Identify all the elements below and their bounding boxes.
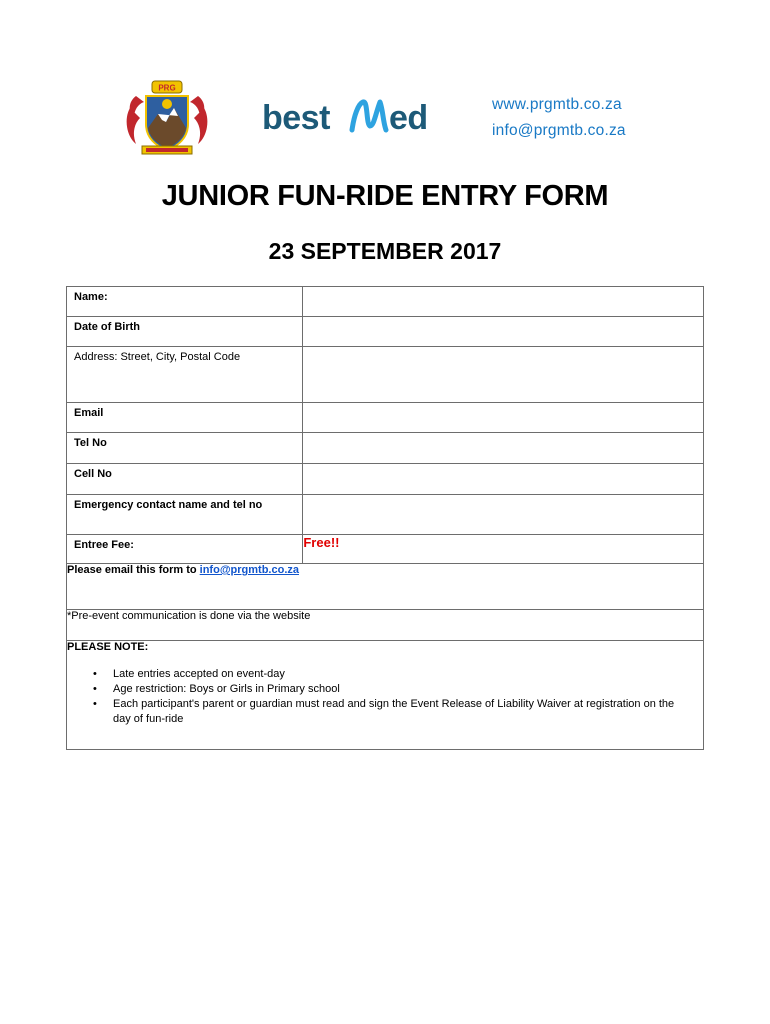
- bestmed-text-left: best: [262, 99, 330, 136]
- field-label-tel: Tel No: [67, 433, 303, 464]
- crest-text: PRG: [158, 83, 176, 93]
- field-input-cell[interactable]: [303, 464, 704, 495]
- field-input-name[interactable]: [303, 287, 704, 317]
- note-text: Age restriction: Boys or Girls in Primary school: [113, 683, 340, 695]
- email-instruction: [67, 564, 704, 610]
- event-date: 23 SEPTEMBER 2017: [268, 238, 502, 264]
- form-row-communication: [67, 610, 704, 641]
- bestmed-text-right: ed: [389, 99, 428, 136]
- communication-note: *Pre-event communication is done via the website: [67, 610, 704, 641]
- field-input-email[interactable]: [303, 403, 704, 433]
- entry-form-table: [66, 286, 704, 750]
- field-label-address: Address: Street, City, Postal Code: [67, 347, 303, 403]
- fee-value: Free!!: [303, 535, 704, 564]
- note-item: [67, 667, 693, 682]
- field-label-fee: Entree Fee:: [67, 535, 303, 564]
- bullet-icon: •: [93, 698, 97, 710]
- form-row-address: [67, 347, 704, 403]
- note-item: [67, 697, 693, 727]
- form-row-tel: [67, 433, 704, 464]
- contact-info: [492, 92, 626, 144]
- notes-list: [67, 667, 703, 727]
- form-row-notes: [67, 641, 704, 750]
- email-link[interactable]: info@prgmtb.co.za: [199, 564, 299, 576]
- form-row-emergency: [67, 495, 704, 535]
- field-input-emergency[interactable]: [303, 495, 704, 535]
- notes-heading: PLEASE NOTE:: [67, 641, 149, 653]
- form-row-dob: [67, 317, 704, 347]
- form-row-email-instruction: [67, 564, 704, 610]
- form-row-name: [67, 287, 704, 317]
- header-email-text[interactable]: info@prgmtb.co.za: [492, 122, 626, 139]
- form-row-fee: [67, 535, 704, 564]
- website-text[interactable]: www.prgmtb.co.za: [492, 96, 622, 113]
- bestmed-logo: [262, 96, 447, 136]
- field-label-email: Email: [67, 403, 303, 433]
- bullet-icon: •: [93, 668, 97, 680]
- field-label-dob: Date of Birth: [67, 317, 303, 347]
- note-item: [67, 682, 693, 697]
- notes-section: [67, 641, 704, 750]
- bullet-icon: •: [93, 683, 97, 695]
- page-title: JUNIOR FUN-RIDE ENTRY FORM: [161, 180, 609, 212]
- form-row-cell: [67, 464, 704, 495]
- field-input-tel[interactable]: [303, 433, 704, 464]
- club-crest-logo: [122, 78, 212, 156]
- note-text: Late entries accepted on event-day: [113, 668, 285, 680]
- field-label-name: Name:: [67, 287, 303, 317]
- email-instruction-text: Please email this form to: [67, 564, 200, 576]
- form-row-email: [67, 403, 704, 433]
- field-label-emergency: Emergency contact name and tel no: [67, 495, 303, 535]
- field-input-dob[interactable]: [303, 317, 704, 347]
- note-text: Each participant's parent or guardian must read and sign the Event Release of Liability Waiver at registration on the day of fun-ride: [113, 698, 675, 725]
- field-label-cell: Cell No: [67, 464, 303, 495]
- field-input-address[interactable]: [303, 347, 704, 403]
